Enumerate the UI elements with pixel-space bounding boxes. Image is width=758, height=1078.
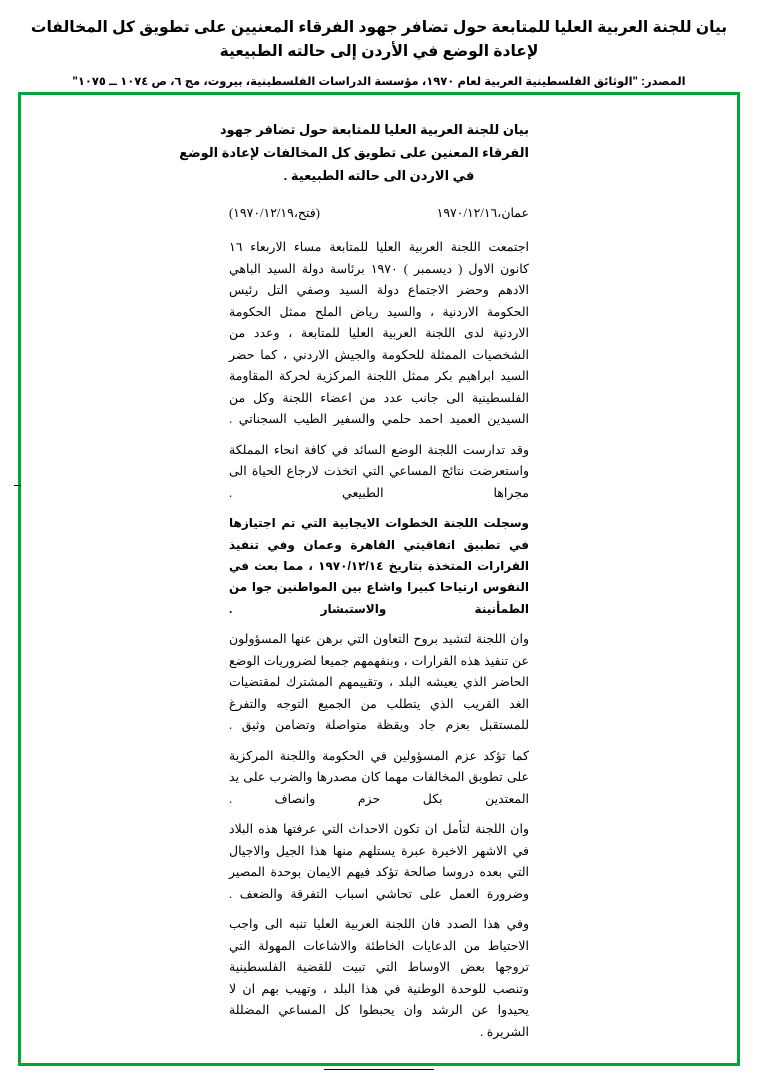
paragraph-2: وقد تدارست اللجنة الوضع السائد في كافة انحاء المملكة واستعرضت نتائج المساعي التي اتخذت لارجاع الحياة الى مجراها الطبيعي . [229,442,529,500]
header-title-line-2: لإعادة الوضع في الأردن إلى حالته الطبيعية [219,43,539,61]
paragraph-3: وسجلت اللجنة الخطوات الايجابية التي تم اجتيازها في تطبيق اتفاقيتي القاهرة وعمان وفي تنفيذ القرارات المتخذة بتاريخ ١٩٧٠/١٢/١٤ ، مما بعث في النفوس ارتياحا كبيرا واشاع بين المواطنين جوا من الطمأنينة والاستبشار . [229,516,530,616]
paragraph-4: وان اللجنة لتشيد بروح التعاون التي برهن عنها المسؤولون عن تنفيذ هذه القرارات ، وبنفهمهم جميعا لضروريات الوضع الحاضر الذي يعيشه البلد ، وتقييمهم المشترك لمقتضيات الغد القريب الذي يتطلب من الجميع التوجه والتفرغ للمستقبل بعزم جاد ويقظة متواصلة وتضامن وثيق . [229,632,529,733]
header-title-line-1: بيان للجنة العربية العليا للمتابعة حول تضافر جهود الفرقاء المعنيين على تطويق كل المخالفات [30,19,728,36]
document-title-line-2: الفرقاء المعنين على تطويق كل المخالفات لإعادة الوضع [179,144,529,160]
green-border-frame [18,92,740,1066]
closing-divider [324,1069,434,1070]
margin-tick-mark [14,485,21,486]
frame-content [21,95,737,1063]
header-source: المصدر: "الوثائق الفلسطينية العربية لعام ١٩٧٠، مؤسسة الدراسات الفلسطينية، بيروت، مج ٦، ص ١٠٧٤ ــ ١٠٧٥" [72,76,686,89]
document-header [0,0,758,90]
dateline-place-date: عمان،١٩٧٠/١٢/١٦ [436,206,529,221]
paragraph-5: كما تؤكد عزم المسؤولين في الحكومة واللجنة المركزية على تطويق المخالفات مهما كان مصدرها والضرب على يد المعتدين بكل حزم وانصاف . [229,748,529,806]
dateline [229,205,529,221]
document-title [179,119,529,187]
document-title-line-3: في الاردن الى حالته الطبيعية . [283,167,475,183]
dateline-source-date: (فتح،١٩٧٠/١٢/١٩) [229,206,320,221]
paragraph-1: اجتمعت اللجنة العربية العليا للمتابعة مساء الاربعاء ١٦ كانون الاول ( ديسمبر ) ١٩٧٠ برئاسة دولة السيد الباهي الادهم وحضر الاجتماع دولة السيد وصفي التل رئيس الحكومة الاردنية ، والسيد رياض الملح ممثل الحكومة الاردنية لدى اللجنة العربية العليا للمتابعة ، وعدد من الشخصيات الممثلة للحكومة والجيش الاردني ، كما حضر السيد ابراهيم بكر ممثل اللجنة المركزية لحركة المقاومة الفلسطينية الى جانب عدد من اعضاء اللجنة وكل من السيدين العميد احمد حلمي والسفير الطيب السجناتي . [229,240,529,427]
text-column [179,119,530,1070]
paragraph-7: وفي هذا الصدد فان اللجنة العربية العليا تنبه الى واجب الاحتياط من الدعايات الخاطئة والاشاعات المهولة التي تروجها بعض الاوساط التي تبيت للقضية الفلسطينية وتنصب للوحدة الوطنية في هذا البلد ، وتهيب بهم ان لا يحيدوا عن الرشد وان يحبطوا كل المساعي المضللة الشريرة . [229,917,529,1039]
paragraph-6: وان اللجنة لتأمل ان تكون الاحداث التي عرفتها هذه البلاد في الاشهر الاخيرة عبرة يستلهم منها هذا الجيل والاجيال التي بعده دروسا صالحة تؤكد فيهم الايمان بوحدة المصير وضرورة العمل على تحاشي اسباب التفرقة والضعف . [229,822,529,901]
document-title-line-1: بيان للجنة العربية العليا للمتابعة حول تضافر جهود [219,122,529,137]
